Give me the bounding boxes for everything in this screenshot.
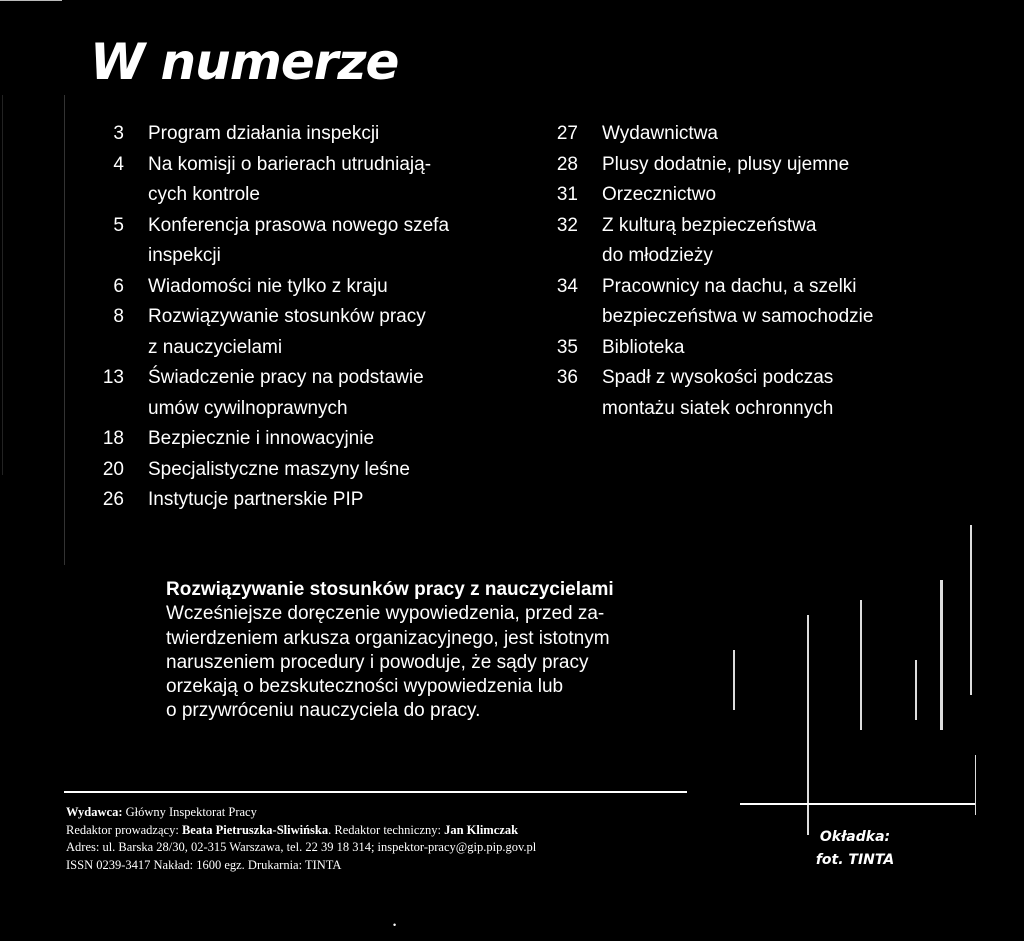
cover-credit (760, 826, 950, 872)
decorative-bar (807, 615, 809, 835)
decorative-bar (915, 660, 917, 720)
toc-page-number: 26 (102, 489, 124, 510)
toc-page-number (538, 394, 578, 425)
toc-page-number: 6 (113, 275, 124, 297)
toc-entry-title: Wiadomości nie tylko z kraju (148, 275, 388, 297)
toc-entry (538, 241, 948, 272)
toc-entry-title: Wydawnictwa (602, 123, 718, 144)
toc-entry (538, 180, 948, 211)
toc-page-number (538, 241, 578, 272)
toc-left-column (84, 119, 524, 516)
feature-line: orzekają o bezskuteczności wypowiedzenia lub (166, 676, 564, 698)
toc-page-number (538, 302, 578, 333)
footer-rule (64, 791, 687, 793)
toc-entry-title: Specjalistyczne maszyny leśne (148, 458, 410, 480)
toc-entry (84, 272, 524, 303)
imprint-editor-label: Redaktor prowadzący: (66, 822, 182, 837)
cover-label: Okładka: (819, 829, 891, 845)
stray-mark: • (393, 920, 397, 930)
page-title: W numerze (90, 33, 399, 91)
toc-entry-title: Plusy dodatnie, plusy ujemne (602, 153, 850, 175)
decorative-bar (860, 600, 862, 730)
top-hairline (0, 0, 62, 1)
toc-page-number: 34 (556, 275, 578, 297)
imprint-publisher-line (66, 804, 706, 822)
imprint-tech-editor: Jan Klimczak (444, 822, 519, 837)
toc-entry (84, 180, 524, 211)
toc-entry (538, 394, 948, 425)
toc-entry-title: Pracownicy na dachu, a szelki (602, 275, 857, 297)
toc-page-number: 28 (556, 153, 578, 175)
toc-page-number: 4 (113, 153, 124, 175)
feature-heading: Rozwiązywanie stosunków pracy z nauczycielami (166, 579, 614, 600)
decorative-bar (970, 525, 972, 695)
toc-page-number: 32 (556, 214, 578, 236)
toc-entry (538, 302, 948, 333)
toc-entry (84, 119, 524, 150)
toc-entry (538, 150, 948, 181)
toc-page-number: 20 (102, 458, 124, 480)
imprint-publisher: Główny Inspektorat Pracy (122, 805, 257, 819)
toc-entry (84, 424, 524, 455)
toc-entry (538, 333, 948, 364)
toc-entry (538, 211, 948, 242)
cover-photo-credit: fot. TINTA (815, 852, 895, 868)
toc-page-number: 8 (113, 306, 124, 327)
toc-entry (538, 363, 948, 394)
toc-entry-title: z nauczycielami (148, 336, 283, 358)
toc-entry-title: Orzecznictwo (602, 184, 717, 205)
toc-entry-title: Konferencja prasowa nowego szefa (148, 214, 450, 236)
decorative-bar (940, 580, 943, 730)
toc-entry-title: Bezpiecznie i innowacyjnie (148, 428, 375, 449)
toc-entry (84, 455, 524, 486)
toc-entry-title: montażu siatek ochronnych (602, 397, 834, 419)
imprint-tech-editor-label: . Redaktor techniczny: (328, 822, 445, 837)
decorative-vertical-bars (700, 520, 1000, 810)
toc-entry-title: Biblioteka (602, 336, 685, 358)
toc-page-number: 31 (556, 184, 578, 205)
toc-entry (84, 241, 524, 272)
toc-page-number (84, 241, 124, 272)
toc-entry (538, 272, 948, 303)
imprint (66, 804, 706, 874)
feature-line: naruszeniem procedury i powoduje, że sądy pracy (166, 651, 589, 673)
toc-entry-title: bezpieczeństwa w samochodzie (602, 306, 874, 327)
toc-entry-title: Spadł z wysokości podczas (602, 367, 834, 388)
toc-right-column (538, 119, 948, 424)
toc-entry-title: Instytucje partnerskie PIP (148, 489, 364, 510)
decorative-bar (975, 755, 976, 815)
toc-entry-title: inspekcji (148, 245, 221, 266)
imprint-issn: ISSN 0239-3417 Nakład: 1600 egz. Drukarnia: TINTA (66, 857, 342, 872)
left-rule (64, 95, 65, 565)
feature-teaser (166, 578, 706, 724)
toc-entry (84, 394, 524, 425)
toc-page-number: 27 (556, 123, 578, 144)
toc-page-number: 5 (113, 214, 124, 236)
imprint-address: Adres: ul. Barska 28/30, 02-315 Warszawa, tel. 22 39 18 314; inspektor-pracy@gip.pip.gov.pl (66, 840, 537, 854)
feature-line: o przywróceniu nauczyciela do pracy. (166, 700, 481, 722)
toc-entry-title: umów cywilnoprawnych (148, 397, 348, 419)
toc-entry-title: Na komisji o barierach utrudniają- (148, 153, 432, 175)
toc-page-number (84, 333, 124, 364)
toc-entry (84, 302, 524, 333)
toc-entry-title: Świadczenie pracy na podstawie (148, 367, 424, 388)
footer-rule-right (740, 803, 975, 805)
imprint-editors-line (66, 822, 706, 840)
toc-entry (84, 363, 524, 394)
toc-entry-title: Z kulturą bezpieczeństwa (602, 214, 817, 236)
toc-page-number: 13 (102, 367, 124, 388)
toc-entry (538, 119, 948, 150)
toc-entry-title: Rozwiązywanie stosunków pracy (148, 306, 426, 327)
feature-line: Wcześniejsze doręczenie wypowiedzenia, przed za- (166, 603, 605, 625)
toc-entry-title: do młodzieży (602, 245, 713, 266)
toc-entry-title: cych kontrole (148, 184, 260, 205)
imprint-publisher-label: Wydawca: (66, 805, 123, 819)
left-edge-line (2, 95, 3, 475)
toc-entry (84, 150, 524, 181)
toc-page-number: 18 (102, 428, 124, 449)
toc-entry (84, 333, 524, 364)
decorative-bar (733, 650, 735, 710)
imprint-editor: Beata Pietruszka-Sliwińska (181, 822, 329, 837)
toc-page-number: 36 (556, 367, 578, 388)
toc-entry (84, 211, 524, 242)
toc-entry-title: Program działania inspekcji (148, 123, 380, 144)
toc-page-number (84, 180, 124, 211)
feature-line: twierdzeniem arkusza organizacyjnego, jest istotnym (166, 627, 610, 649)
toc-page-number (84, 394, 124, 425)
toc-entry (84, 485, 524, 516)
toc-page-number: 35 (556, 336, 578, 358)
toc-page-number: 3 (113, 123, 124, 144)
